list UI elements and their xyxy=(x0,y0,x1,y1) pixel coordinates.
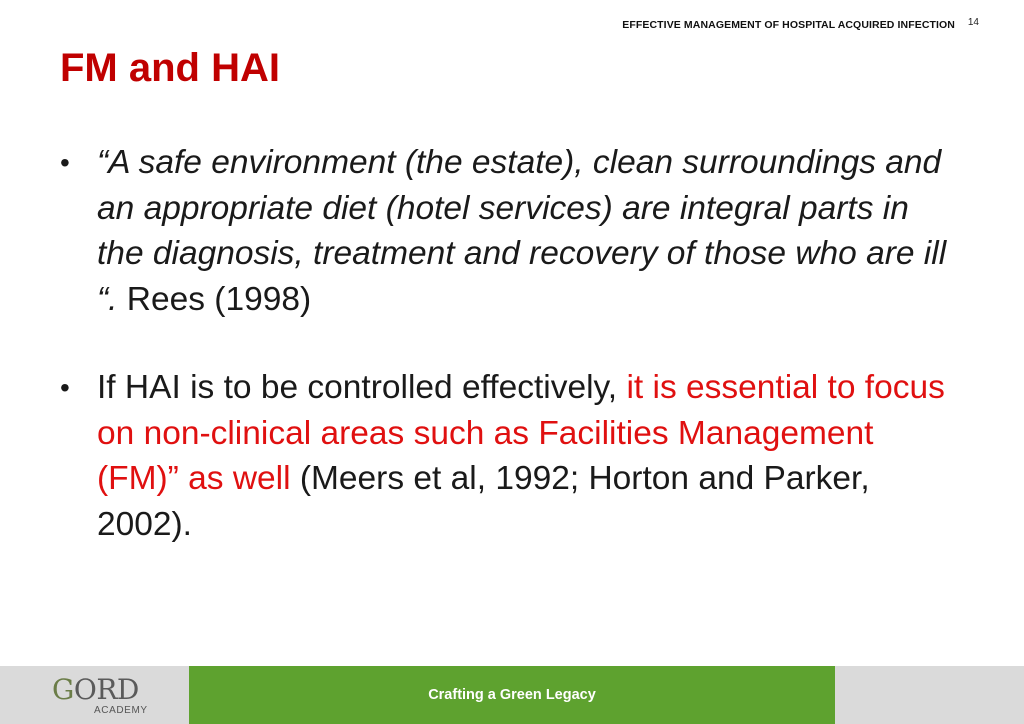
tagline-banner xyxy=(189,666,835,724)
logo-leaf-letter: G xyxy=(52,673,74,706)
bullet-list xyxy=(60,140,960,547)
rees-quote: “A safe environment (the estate), clean surroundings and an appropriate diet (hotel services) are integral parts in the diagnosis, treatment and recovery of those who are ill “. xyxy=(97,144,947,318)
logo-letters: ORD xyxy=(73,673,139,706)
bullet-marker: • xyxy=(60,147,70,178)
logo-subtitle: ACADEMY xyxy=(94,705,148,716)
footer xyxy=(0,666,1024,724)
hai-text-before: If HAI is to be controlled effectively, xyxy=(97,369,627,406)
logo-wordmark xyxy=(52,674,139,706)
gord-academy-logo xyxy=(52,674,152,718)
bullet-marker: • xyxy=(60,372,70,403)
bullet-item-quote xyxy=(60,140,960,322)
slide-title: FM and HAI xyxy=(60,46,280,90)
bullet-item-hai xyxy=(60,365,960,547)
rees-citation: Rees (1998) xyxy=(117,280,312,318)
hai-citation: (Meers et al, 1992; Horton and Parker, 2002). xyxy=(97,460,870,543)
hai-emphasis: it is essential to focus on non-clinical areas such as Facilities Management (FM)” as well xyxy=(97,369,945,497)
header-title: EFFECTIVE MANAGEMENT OF HOSPITAL ACQUIRED INFECTION xyxy=(622,19,955,31)
page-number: 14 xyxy=(967,17,979,28)
tagline-text: Crafting a Green Legacy xyxy=(428,687,596,703)
